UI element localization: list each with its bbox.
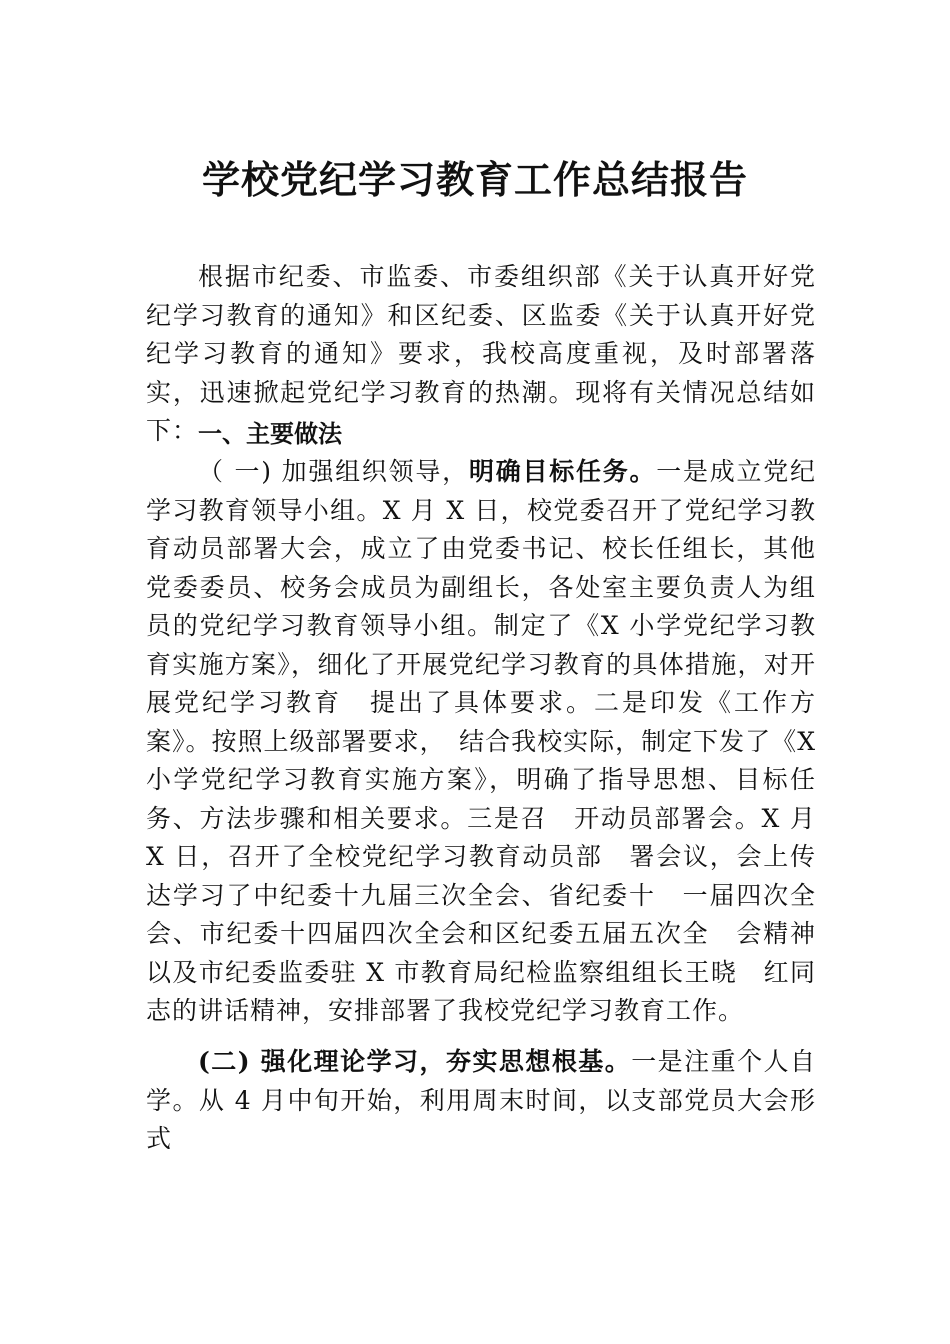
intro-paragraph: 根据市纪委、市监委、市委组织部《关于认真开好党纪学习教育的通知》和区纪委、区监委《关于认真开好党纪学习教育的通知》要求，我校高度重视，及时部署落实，迅速掀起党纪学习教育的热潮。现将有关情况总结如下： [146,262,816,445]
item1-text: 一是成立党纪学习教育领导小组。X 月 X 日，校党委召开了党纪学习教育动员部署大会，成立了由党委书记、校长任组长，其他党委委员、校务会成员为副组长，各处室主要负责人为组员的党纪学习教育领导小组。制定了《X 小学党纪学习教育实施方案》，细化了开展党纪学习教育的具体措施，对开展党纪学习教育 提出了具体要求。二是印发《工作方案》。按照上级部署要求， 结合我校实际，制定下发了《X 小学党纪学习教育实施方案》，明确了指导思想、目标任务、方法步骤和相关要求。三是召 开动员部署会。X 月 X 日，召开了全校党纪学习教育动员部 署会议，会上传达学习了中纪委十九届三次全会、省纪委十 一届四次全会、市纪委十四届四次全会和区纪委五届五次全 会精神以及市纪委监委驻 X 市教育局纪检监察组组长王晓 红同志的讲话精神，安排部署了我校党纪学习教育工作。 [146,457,816,1025]
item2-paragraph [146,1043,816,1159]
item2-bold-lead: (二) 强化理论学习，夯实思想根基。 [198,1047,632,1076]
document-title: 学校党纪学习教育工作总结报告 [201,157,748,202]
item1-bold-lead: 明确目标任务。 [468,457,657,486]
item1-paragraph [146,453,816,1031]
item1-label: （ 一) 加强组织领导， [198,457,469,486]
item2-text: 一是注重个人自学。从 4 月中旬开始，利用周末时间，以支部党员大会形式 [146,1047,816,1153]
section-heading: 一、主要做法 [198,420,342,448]
